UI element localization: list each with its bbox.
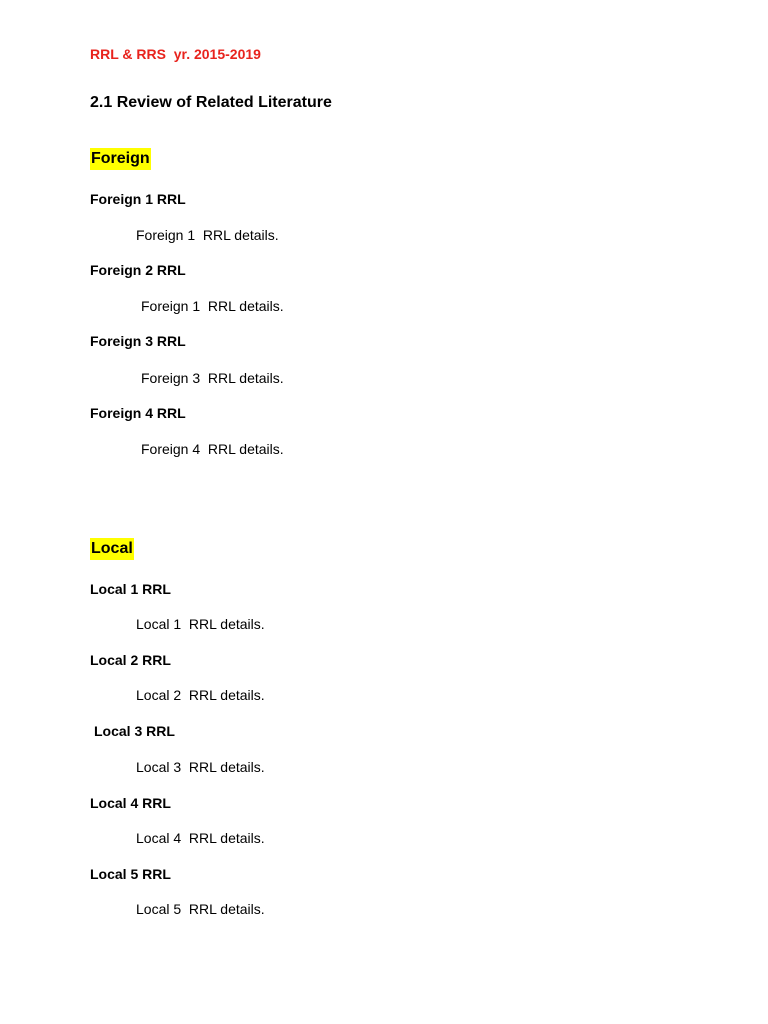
foreign-entry-detail: Foreign 1 RRL details.	[136, 227, 279, 243]
foreign-entry-detail: Foreign 3 RRL details.	[141, 370, 284, 386]
foreign-entry-title: Foreign 3 RRL	[90, 333, 186, 349]
local-entry-title: Local 1 RRL	[90, 581, 171, 597]
highlighted-heading-text: Local	[90, 538, 134, 560]
local-entry-detail: Local 4 RRL details.	[136, 830, 265, 846]
local-entry-title: Local 2 RRL	[90, 652, 171, 668]
document-title: RRL & RRS yr. 2015-2019	[90, 46, 261, 62]
foreign-entry-detail: Foreign 4 RRL details.	[141, 441, 284, 457]
foreign-entry-title: Foreign 2 RRL	[90, 262, 186, 278]
section-heading: 2.1 Review of Related Literature	[90, 94, 332, 111]
local-entry-detail: Local 5 RRL details.	[136, 901, 265, 917]
local-entry-detail: Local 1 RRL details.	[136, 616, 265, 632]
subsection-heading-foreign	[90, 151, 151, 167]
foreign-entry-title: Foreign 1 RRL	[90, 191, 186, 207]
highlighted-heading-text: Foreign	[90, 148, 151, 170]
local-entry-title: Local 5 RRL	[90, 866, 171, 882]
local-entry-detail: Local 3 RRL details.	[136, 759, 265, 775]
local-entry-title: Local 3 RRL	[94, 723, 175, 739]
local-entry-detail: Local 2 RRL details.	[136, 687, 265, 703]
foreign-entry-detail: Foreign 1 RRL details.	[141, 298, 284, 314]
foreign-entry-title: Foreign 4 RRL	[90, 405, 186, 421]
local-entry-title: Local 4 RRL	[90, 795, 171, 811]
subsection-heading-local	[90, 541, 134, 557]
